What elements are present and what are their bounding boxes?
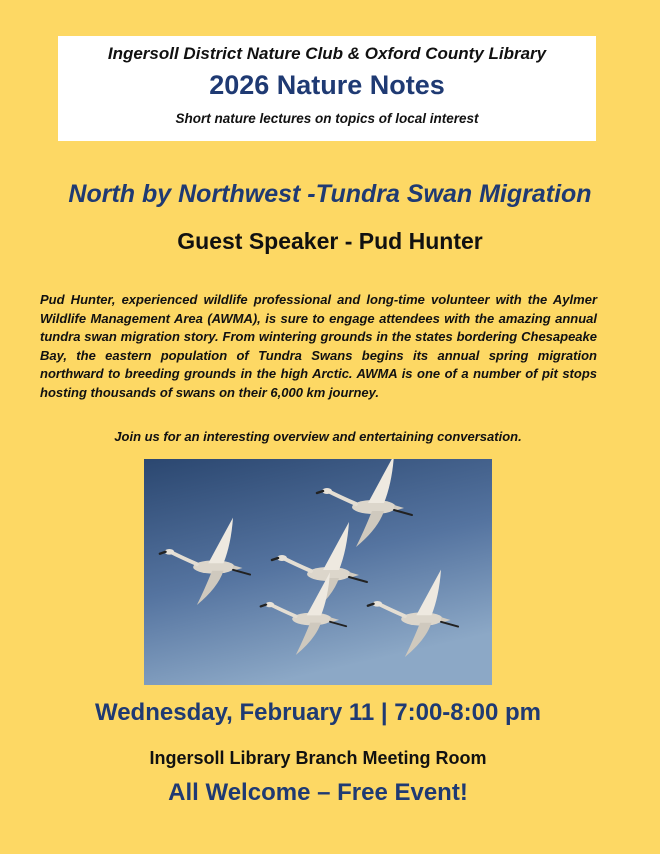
tundra-swans-photo <box>144 459 492 685</box>
talk-description: Pud Hunter, experienced wildlife professional and long-time volunteer with the Aylmer Wildlife Management Area (AWMA), is sure to engage attendees with the amazing annual tundra swan migration story. From wintering grounds in the states bordering Chesapeake Bay, the eastern population of Tundra Swans begins its annual spring migration northward to breeding grounds in the high Arctic. AWMA is one of a number of pit stops hosting thousands of swans on their 6,000 km journey. <box>40 292 597 400</box>
guest-speaker: Guest Speaker - Pud Hunter <box>177 228 483 254</box>
talk-title: North by Northwest -Tundra Swan Migration <box>68 180 592 208</box>
series-subtitle: Short nature lectures on topics of local interest <box>175 111 479 126</box>
series-title: 2026 Nature Notes <box>209 70 445 100</box>
event-venue: Ingersoll Library Branch Meeting Room <box>149 748 487 768</box>
invitation-line: Join us for an interesting overview and entertaining conversation. <box>114 429 522 444</box>
organizers-line: Ingersoll District Nature Club & Oxford County Library <box>107 44 547 63</box>
event-date-time: Wednesday, February 11 | 7:00-8:00 pm <box>94 699 541 726</box>
admission-line: All Welcome – Free Event! <box>168 779 468 806</box>
header-box <box>58 36 596 141</box>
